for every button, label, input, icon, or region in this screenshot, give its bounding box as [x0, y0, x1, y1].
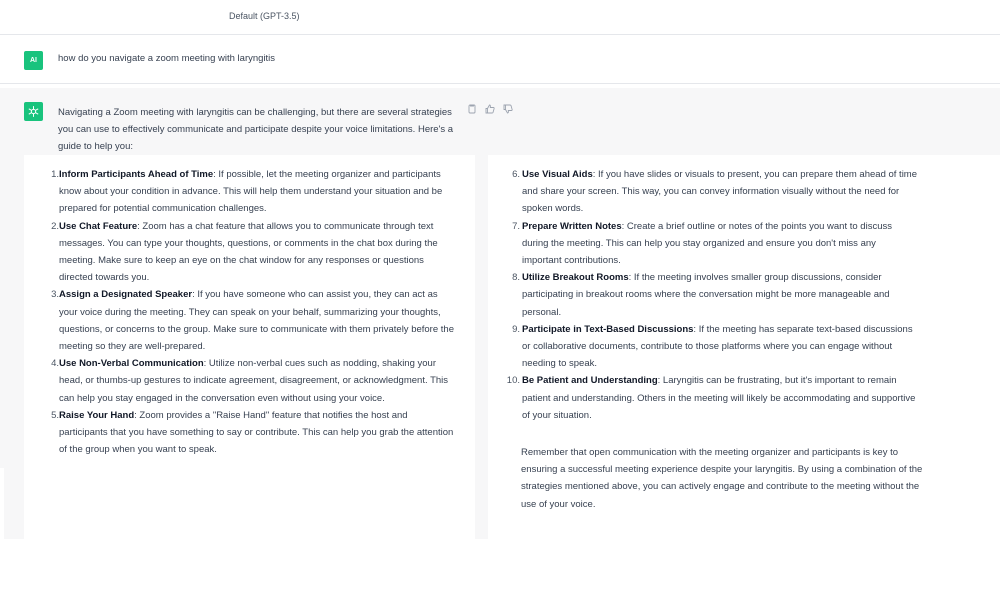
user-message [0, 35, 1000, 84]
message-actions [466, 103, 514, 115]
assistant-closing: Remember that open communication with the meeting organizer and participants is key to ensuring a successful meeting experience despite your laryngitis. By using a combination of the strategies mentioned above, you can actively engage and contribute to the meeting without the use of your voice. [521, 447, 923, 510]
list-item: 1. Inform Participants Ahead of Time: If possible, let the meeting organizer and participants know about your condition in advance. This will help them understand your situation and be prepared for potential communication challenges. [51, 169, 443, 215]
list-item: 2. Use Chat Feature: Zoom has a chat feature that allows you to communicate through text messages. You can type your thoughts, questions, or comments in the chat box during the meeting. Make sure to keep an eye on the chat window for any responses or questions directed towards you. [51, 220, 438, 284]
list-item: 5. Raise Your Hand: Zoom provides a "Raise Hand" feature that notifies the host and participants that you have something to say or contribute. This can help you grab the attention of the group when you want to speak. [51, 409, 454, 456]
thumbs-down-icon[interactable] [502, 103, 514, 115]
assistant-intro: Navigating a Zoom meeting with laryngitis can be challenging, but there are several strategies you can use to effectively communicate and participate despite your voice limitations. Here's a guide to help you: [58, 107, 454, 152]
list-item: 4. Use Non-Verbal Communication: Utilize non-verbal cues such as nodding, shaking your head, or thumbs-up gestures to indicate agreement, disagreement, or acknowledgment. This can help you stay engaged in the conversation even without using your voice. [51, 358, 449, 404]
list-item: 10. Be Patient and Understanding: Laryngitis can be frustrating, but it's important to remain patient and understanding. Others in the meeting will likely be accommodating and supportive of your situation. [506, 375, 916, 421]
list-item: 6. Use Visual Aids: If you have slides or visuals to present, you can prepare them ahead of time and share your screen. This way, you can convey information visually without the need for spoken words. [512, 169, 917, 215]
steps-list-right [498, 166, 918, 424]
list-item: 8. Utilize Breakout Rooms: If the meeting involves smaller group discussions, consider participating in breakout rooms where the conversation might be more manageable and personal. [512, 272, 890, 318]
list-item: 3. Assign a Designated Speaker: If you have someone who can assist you, they can act as your voice during the meeting. They can speak on your behalf, summarizing your thoughts, questions, or concerns to the group. Make sure to communicate with them privately before the meeting so they are well-prepared. [51, 289, 454, 353]
assistant-message [0, 88, 1000, 539]
steps-list-left [37, 166, 457, 458]
list-item: 7. Prepare Written Notes: Create a brief outline or notes of the points you want to discuss during the meeting. This can help you stay organized and ensure you don't miss any important contributions. [512, 220, 892, 267]
openai-logo-icon [24, 102, 43, 121]
user-avatar: AI [24, 51, 43, 70]
thumbs-up-icon[interactable] [484, 103, 496, 115]
list-item: 9. Participate in Text-Based Discussions: If the meeting has separate text-based discussions or collaborative documents, contribute to those platforms where you can engage without needing to speak. [512, 323, 913, 370]
user-message-text: how do you navigate a zoom meeting with laryngitis [58, 53, 276, 64]
copy-icon[interactable] [466, 103, 478, 115]
model-label[interactable]: Default (GPT-3.5) [229, 11, 300, 21]
top-bar [0, 0, 1000, 35]
